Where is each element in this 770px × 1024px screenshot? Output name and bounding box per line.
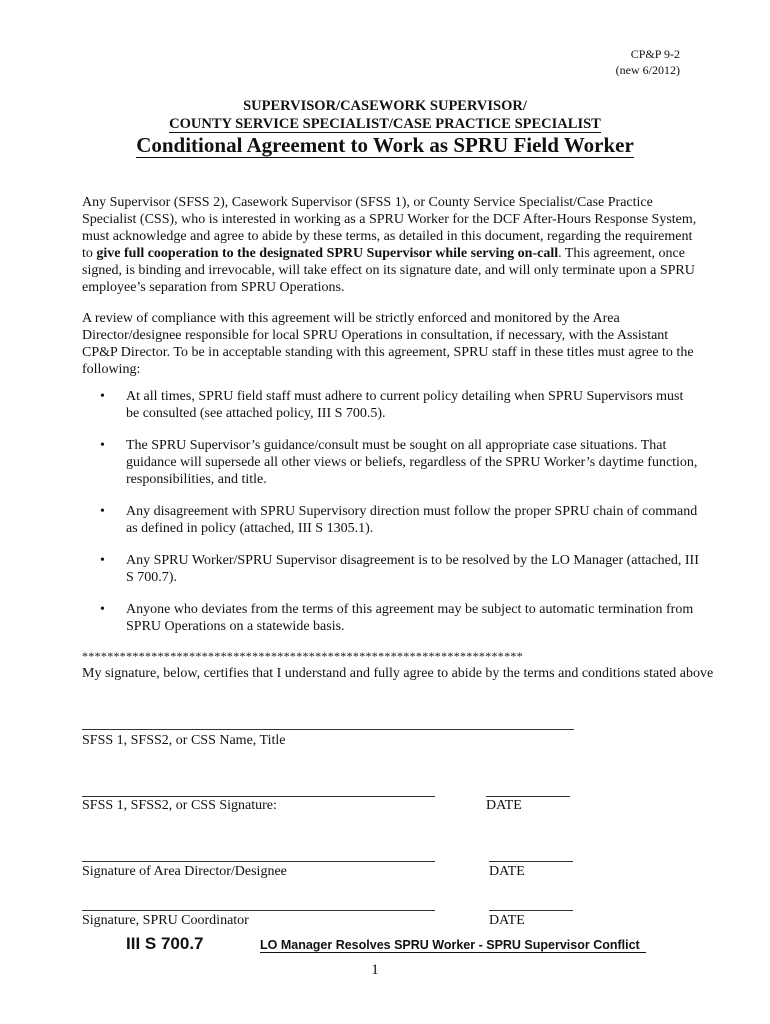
date-line-1[interactable] — [486, 796, 570, 797]
list-item — [100, 503, 700, 537]
date-line-2[interactable] — [489, 861, 573, 862]
name-title-line[interactable] — [82, 729, 574, 730]
list-item-text: The SPRU Supervisor’s guidance/consult must be sought on all appropriate case situations. That guidance will supersede all other views or beliefs, regardless of the SPRU Worker’s daytime function, responsibilities, and title. — [126, 438, 698, 487]
area-director-signature-line[interactable] — [82, 861, 435, 862]
list-item — [100, 437, 700, 488]
intro-paragraph — [82, 194, 697, 296]
date-label-3: DATE — [489, 913, 525, 928]
policy-title: LO Manager Resolves SPRU Worker - SPRU Supervisor Conflict — [260, 938, 646, 953]
intro-bold-text: give full cooperation to the designated SPRU Supervisor while serving on-call — [96, 246, 559, 261]
list-item-text: At all times, SPRU field staff must adhere to current policy detailing when SPRU Supervisors must be consulted (see attached policy, III S 700.5). — [126, 389, 684, 421]
bullet-icon: • — [100, 438, 105, 453]
header-line-2 — [0, 116, 770, 133]
intro-text-2: . This agreement, once signed, is binding and irrevocable, will take effect on its signature date, and will only terminate upon a SPRU employee’s separation from SPRU Operations. — [82, 246, 695, 295]
bullet-icon: • — [100, 504, 105, 519]
document-title — [0, 133, 770, 158]
terms-list — [100, 388, 700, 650]
separator-stars: ********************************************************************** — [82, 649, 523, 663]
form-number-block — [616, 46, 680, 78]
list-item — [100, 552, 700, 586]
certification-statement: My signature, below, certifies that I understand and fully agree to abide by the terms and conditions stated above — [82, 666, 714, 681]
header-line-2-text: COUNTY SERVICE SPECIALIST/CASE PRACTICE SPECIALIST — [169, 116, 601, 132]
date-line-3[interactable] — [489, 910, 573, 911]
date-label-1: DATE — [486, 798, 522, 813]
date-label-2: DATE — [489, 864, 525, 879]
coordinator-signature-line[interactable] — [82, 910, 435, 911]
area-director-label: Signature of Area Director/Designee — [82, 864, 287, 879]
css-signature-label: SFSS 1, SFSS2, or CSS Signature: — [82, 798, 277, 813]
name-title-label: SFSS 1, SFSS2, or CSS Name, Title — [82, 733, 286, 748]
list-item-text: Anyone who deviates from the terms of this agreement may be subject to automatic termination from SPRU Operations on a statewide basis. — [126, 602, 694, 634]
coordinator-label: Signature, SPRU Coordinator — [82, 913, 249, 928]
page-number: 1 — [371, 962, 379, 978]
form-revision: (new 6/2012) — [615, 63, 680, 77]
document-title-text: Conditional Agreement to Work as SPRU Field Worker — [136, 133, 634, 157]
form-number: CP&P 9-2 — [630, 47, 680, 61]
header-line-1: SUPERVISOR/CASEWORK SUPERVISOR/ — [243, 98, 527, 114]
bullet-icon: • — [100, 553, 105, 568]
intro-text-1: Any Supervisor (SFSS 2), Casework Supervisor (SFSS 1), or County Service Specialist/Case Practice Specialist (CSS), who is interested in working as a SPRU Worker for the DCF After-Hours Response System, must acknowledge and agree to abide by these terms, as detailed in this document, regarding the requirement to — [82, 195, 697, 261]
compliance-paragraph: A review of compliance with this agreement will be strictly enforced and monitored by the Area Director/designee responsible for local SPRU Operations in consultation, if necessary, with the Assistant CP&P Director. To be in acceptable standing with this agreement, SPRU staff in these titles must agree to the following: — [82, 311, 694, 377]
list-item — [100, 601, 700, 635]
list-item-text: Any SPRU Worker/SPRU Supervisor disagreement is to be resolved by the LO Manager (attached, III S 700.7). — [126, 553, 699, 585]
list-item-text: Any disagreement with SPRU Supervisory direction must follow the proper SPRU chain of command as defined in policy (attached, III S 1305.1). — [126, 504, 698, 536]
css-signature-line[interactable] — [82, 796, 435, 797]
bullet-icon: • — [100, 389, 105, 404]
policy-code: III S 700.7 — [126, 934, 204, 953]
bullet-icon: • — [100, 602, 105, 617]
list-item — [100, 388, 700, 422]
